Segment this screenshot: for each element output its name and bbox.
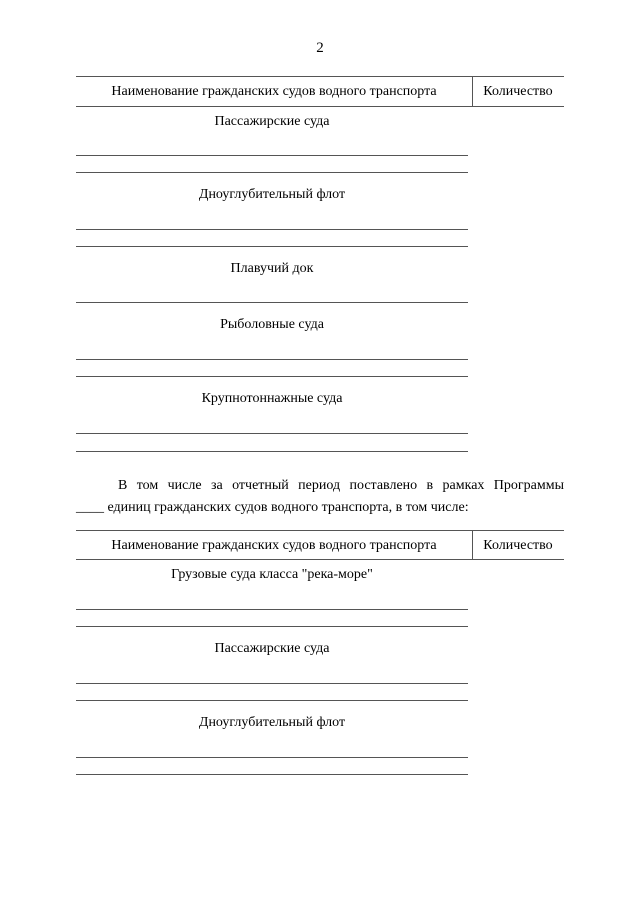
table-2-header-name: Наименование гражданских судов водного транспорта — [111, 538, 437, 553]
category-label: Рыболовные суда — [220, 317, 324, 332]
category-label: Пассажирские суда — [214, 641, 330, 656]
table-2-header-bottom-border — [76, 559, 564, 560]
entry-line — [76, 359, 468, 360]
entry-line — [76, 757, 468, 758]
paragraph-line-2: ____ единиц гражданских судов водного транспорта, в том числе: — [76, 500, 469, 515]
entry-line — [76, 700, 468, 701]
table-1-header-bottom-border — [76, 106, 564, 107]
entry-line — [76, 246, 468, 247]
category-label: Дноуглубительный флот — [198, 715, 346, 730]
entry-line — [76, 376, 468, 377]
table-1-header-quantity: Количество — [483, 84, 553, 99]
category-label: Дноуглубительный флот — [198, 187, 346, 202]
table-2-top-border — [76, 530, 564, 531]
category-label: Крупнотоннажные суда — [201, 391, 343, 406]
intro-paragraph — [76, 475, 564, 519]
entry-line — [76, 683, 468, 684]
entry-line — [76, 229, 468, 230]
entry-line — [76, 626, 468, 627]
entry-line — [76, 451, 468, 452]
table-1-header-name: Наименование гражданских судов водного транспорта — [111, 84, 437, 99]
entry-line — [76, 302, 468, 303]
table-1-top-border — [76, 76, 564, 77]
category-label: Пассажирские суда — [214, 114, 330, 129]
entry-line — [76, 172, 468, 173]
paragraph-line-1: В том числе за отчетный период поставлено в рамках Программы — [118, 478, 564, 493]
entry-line — [76, 155, 468, 156]
entry-line — [76, 433, 468, 434]
category-label: Грузовые суда класса "река-море" — [171, 567, 373, 582]
page-number: 2 — [316, 40, 324, 56]
entry-line — [76, 609, 468, 610]
entry-line — [76, 774, 468, 775]
table-2-header-quantity: Количество — [483, 538, 553, 553]
category-label: Плавучий док — [230, 261, 314, 276]
